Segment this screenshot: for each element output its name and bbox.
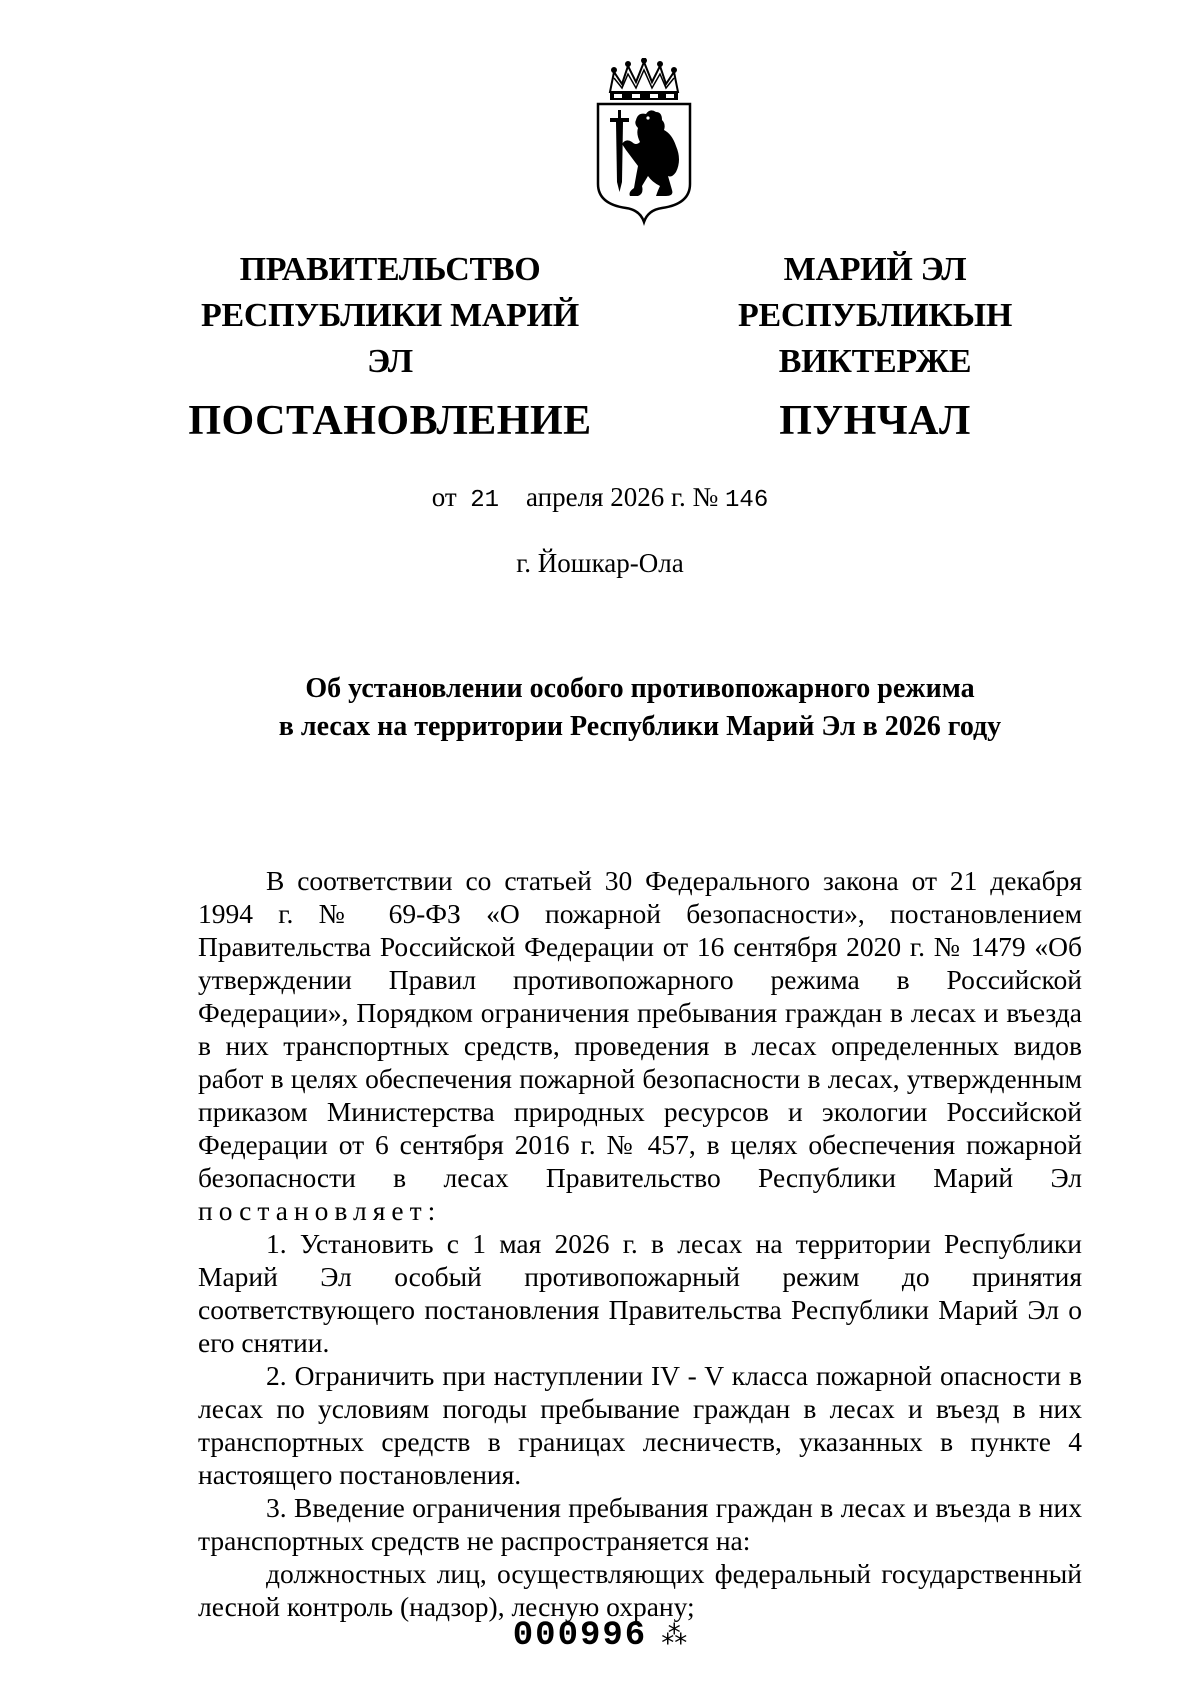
body-item-3-sub-1: должностных лиц, осуществляющих федеральный государственный лесной контроль (надзор), лесную охрану; xyxy=(198,1558,1082,1622)
body-item-2: 2. Ограничить при наступлении IV - V класса пожарной опасности в лесах по условиям погоды пребывание граждан в лесах и въезд в них транспортных средств в границах лесничеств, указанных в пункте 4 настоящего постановления. xyxy=(198,1360,1082,1490)
date-month-year: апреля 2026 г. № xyxy=(526,482,719,512)
date-prefix: от xyxy=(431,482,457,512)
date-day: 21 xyxy=(470,487,500,514)
coat-of-arms-emblem xyxy=(592,58,696,226)
body-item-3: 3. Введение ограничения пребывания граждан в лесах и въезда в них транспортных средств не распространяется на: xyxy=(198,1492,1082,1556)
header-left xyxy=(180,247,600,451)
government-name-line2: РЕСПУБЛИКИ МАРИЙ ЭЛ xyxy=(201,297,579,380)
document-serial-number xyxy=(0,1617,1200,1655)
header-right xyxy=(650,247,1100,451)
government-name-mari-line2: ВИКТЕРЖЕ xyxy=(778,343,972,380)
asterisk-mark-icon: ⁂ xyxy=(661,1622,688,1652)
government-name-line1: ПРАВИТЕЛЬСТВО xyxy=(239,251,541,288)
decree-city: г. Йошкар-Ола xyxy=(516,548,684,578)
document-type-mari: ПУНЧАЛ xyxy=(779,398,971,444)
body-intro-paragraph xyxy=(198,864,1082,1227)
serial-value: 000996 xyxy=(512,1617,648,1655)
decree-word: постановляет: xyxy=(198,1195,442,1226)
decree-body xyxy=(198,864,1082,1623)
title-line2: в лесах на территории Республики Марий Эл в 2026 году xyxy=(278,711,1002,742)
decree-number: 146 xyxy=(725,487,769,514)
decree-date-line xyxy=(0,482,1200,514)
government-name-mari-line1: МАРИЙ ЭЛ РЕСПУБЛИКЫН xyxy=(738,251,1012,334)
document-type-russian: ПОСТАНОВЛЕНИЕ xyxy=(188,398,592,444)
body-intro-text: В соответствии со статьей 30 Федерального закона от 21 декабря 1994 г. № 69-ФЗ «О пожарной безопасности», постановлением Правительства Российской Федерации от 16 сентября 2020 г. № 1479 «Об утверждении Правил противопожарного режима в Российской Федерации», Порядком ограничения пребывания граждан в лесах и въезда в них транспортных средств, проведения в лесах определенных видов работ в целях обеспечения пожарной безопасности в лесах, утвержденным приказом Министерства природных ресурсов и экологии Российской Федерации от 6 сентября 2016 г. № 457, в целях обеспечения пожарной безопасности в лесах Правительство Республики Марий Эл xyxy=(198,865,1082,1193)
body-item-1: 1. Установить с 1 мая 2026 г. в лесах на территории Республики Марий Эл особый противопожарный режим до принятия соответствующего постановления Правительства Республики Марий Эл о его снятии. xyxy=(198,1228,1082,1358)
title-line1: Об установлении особого противопожарного режима xyxy=(305,673,975,704)
decree-title xyxy=(200,670,1080,746)
